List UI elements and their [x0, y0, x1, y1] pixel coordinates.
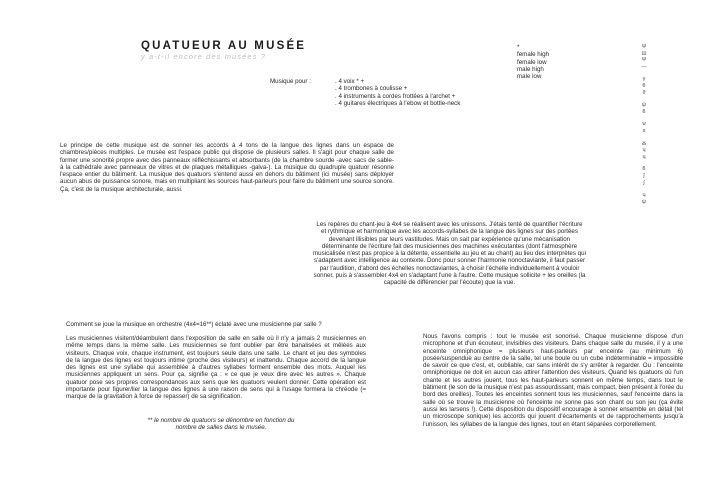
notation-glyph: ɥ — [642, 153, 646, 160]
instrument-item: . 4 voix * + — [335, 78, 365, 85]
instrument-item: . 4 instruments à cordes frottées à l'archet + — [335, 92, 456, 100]
page-title: QUATUEUR AU MUSÉE — [141, 40, 307, 52]
notation-glyph: Ꙋ — [641, 140, 647, 147]
principle-paragraph: Le principe de cette musique est de sonner les accords à 4 tons de la langue des lignes dans un espace de chambres/pièces multiples. Le musée est l'espace public qui dispose de plusieurs salles. Il s'agit pour chaque salle de former une sonorité propre avec des panneaux réfléchissants et absorbants (de la chambre sourde -avec sacs de sable- à la cathédrale avec panneaux de vitres et de plaques métalliques -galva-). La musique du quadruple quatuor résonne l'espace entier du bâtiment. La musique des quatuors s'entend aussi en dehors du bâtiment (ici musée) sans déployer aucun abus de puissance sonore, mais en multipliant les sources haut-parleurs pour faire du bâtiment une source sonore. Ça, c'est de la musique architecturale, aussi. — [60, 142, 394, 193]
notation-glyph: ϐ — [642, 166, 646, 173]
notation-glyph: ɥ — [642, 147, 646, 154]
legend-item-male-high: male high — [517, 65, 544, 73]
notation-glyph: ψ — [642, 102, 646, 109]
instrumentation-label: Musique pour : — [270, 78, 311, 85]
vertical-notation — [639, 44, 649, 205]
footnote: ** le nombre de quatuors se dénombre en fonction du nombre de salles dans le musée. — [147, 417, 295, 432]
notation-glyph: ѡ — [642, 121, 646, 128]
question-heading: Comment se joue la musique en orchestre (4x4=16**) éclaté avec une musicienne par salle ? — [66, 321, 322, 328]
notation-glyph: — — [641, 63, 647, 70]
legend-star: * — [517, 44, 520, 51]
notation-glyph: Ψ — [641, 44, 647, 50]
instrument-item: . 4 trombones à coulisse + — [335, 85, 408, 93]
notation-glyph: ψ — [642, 198, 646, 205]
notation-glyph: Ψ — [641, 57, 647, 64]
notation-glyph: ϑ — [642, 89, 646, 96]
notation-glyph: Ш — [641, 50, 647, 57]
musicians-paragraph: Les musiciennes visitent/déambulent dans l'exposition de salle en salle où il n'y a jamais 2 musiciennes en même temps dans la même salle. Les musiciennes se font oublier par être banalisées et mêlées aux visiteurs. Chaque voix, chaque instrument, est toujours seule dans une salle. Le chant et jeu des symboles de la langue des lignes est toujours intime (proche des visiteurs) et inattendu. Chaque accord de la langue des lignes est une syllabe qui assemblée à d'autres syllabes forment ensemble des mots. Auquel les musiciennes appliquent un sens. Pour ça, signifie ça : « ce que je veux dire avec les autres ». Chaque quatuor pose ses propres correspondances aux sens que les quatuors veulent donner. Cette opération est importante pour figurer/lier la langue des lignes à une raison de sens qui à l'usage formera la chréode (= marque de la gravitation à force de repasser) de sa signification. — [66, 335, 366, 401]
landmarks-paragraph: Les repères du chant-jeu à 4x4 se réalisent avec les unissons. J'étais tenté de quantifier l'écriture et rythmique et harmonique avec les accords-syllabes de la langue des lignes sur des portées devenant illisibles par leurs vastitudes. Mais on sait par expérience qu'une mécanisation déterminante de l'écriture fait des musiciennes des machines exécutantes (dont l'atmosphère musicalisée n'est pas propice à la détente, essentielle au jeu et au chant) au lieu des interprètes qui s'adaptent avec intelligence au contexte. Donc pour sonner l'harmonie nonoctaviante, il faut passer par l'audition, d'abord des échelles nonoctaviantes, à choisir l'échelle individuellement à vouloir sonner, puis à s'assembler 4x4 en s'adaptant l'une à l'autre. Cette musique sollicite + les oreilles (la capacité de différencier par l'écoute) que la vue. — [313, 221, 586, 287]
page-subtitle: y a-t-il encore des musées ? — [141, 52, 267, 61]
notation-glyph: ɞ — [642, 127, 646, 134]
legend-item-female-high: female high — [517, 51, 549, 59]
instrumentation-list — [335, 78, 460, 107]
notation-glyph: ʃ — [643, 172, 645, 179]
notation-glyph: ʃ — [643, 179, 645, 186]
notation-glyph: ϐ — [642, 108, 646, 115]
notation-glyph: γ — [642, 76, 646, 83]
notation-glyph: ɥ — [642, 192, 646, 199]
sonorized-paragraph: Nous l'avons compris : tout le musée est sonorisé. Chaque musicienne dispose d'un microphone et d'un écouteur, invisibles des visiteurs. Dans chaque salle du musée, il y a une enceinte omniphonique = plusieurs haut-parleurs par enceinte (au minimum 6) posée/suspendue au centre de la salle, tel une boule ou un cube indéterminable = impossible de savoir ce que c'est, et, oubliable, car sans intérêt de s'y arrêter à regarder. Ou : l'enceinte omniphonique ne doit en aucun cas attirer l'attention des visiteurs. Quand les quatuors où l'un chante et les autres jouent, tous les haut-parleurs sonnent en même temps, dans tout le bâtiment (le son de la musique n'est pas assourdissant, mais compact, bien présent à l'orée du bord des oreilles). Toutes les enceintes sonnent tous les musiciennes, sauf l'enceinte dans la salle où se trouve la musicienne où l'enceinte ne sonne pas son chant ou son jeu (ça évite aussi les larsens !). Cette disposition du dispositif encourage à sonner ensemble en détail (tel un microscope sonique) les accords qui jouent d'écartements et de rapprochements jusqu'à l'unisson, les syllabes de la langue des lignes, tout en étant séparées corporellement. — [423, 333, 683, 428]
legend-item-female-low: female low — [517, 58, 547, 66]
voice-legend — [517, 44, 549, 80]
legend-item-male-low: male low — [517, 73, 542, 81]
notation-glyph: ϐ — [642, 82, 646, 89]
instrument-item: . 4 guitares électriques à l'ebow et bottle-neck — [335, 99, 461, 107]
